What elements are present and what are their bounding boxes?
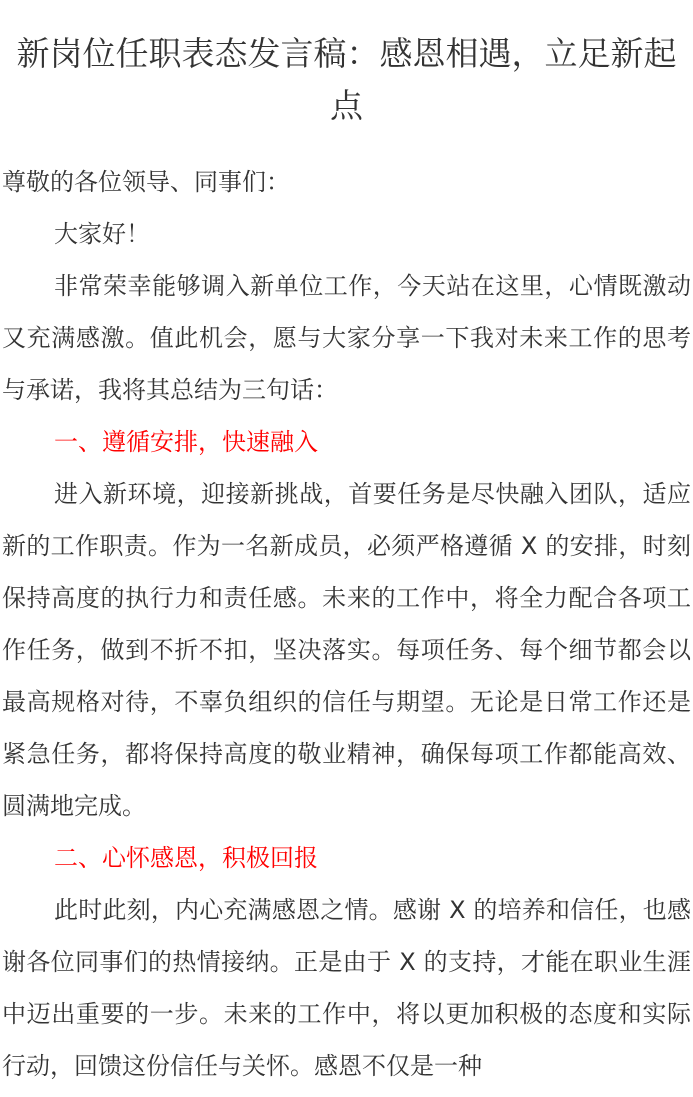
greeting: 大家好！ <box>54 220 150 248</box>
section-body-2: 此时此刻，内心充满感恩之情。感谢 X 的培养和信任，也感谢各位同事们的热情接纳。正是由于 X 的支持，才能在职业生涯中迈出重要的一步。未来的工作中，将以更加积极的态度和实际行动，回馈这份信任与关怀。感恩不仅是一种 <box>2 896 691 1080</box>
section-heading-2: 二、心怀感恩，积极回报 <box>54 844 318 872</box>
section-body-1: 进入新环境，迎接新挑战，首要任务是尽快融入团队，适应新的工作职责。作为一名新成员，必须严格遵循 X 的安排，时刻保持高度的执行力和责任感。未来的工作中，将全力配合各项工作任务，做到不折不扣，坚决落实。每项任务、每个细节都会以最高规格对待，不辜负组织的信任与期望。无论是日常工作还是紧急任务，都将保持高度的敬业精神，确保每项工作都能高效、圆满地完成。 <box>2 480 691 820</box>
document-body <box>2 156 691 1092</box>
section-heading-1: 一、遵循安排，快速融入 <box>54 428 318 456</box>
intro-paragraph: 非常荣幸能够调入新单位工作，今天站在这里，心情既激动又充满感激。值此机会，愿与大家分享一下我对未来工作的思考与承诺，我将其总结为三句话： <box>2 272 691 404</box>
salutation: 尊敬的各位领导、同事们： <box>2 168 290 196</box>
document-title: 新岗位任职表态发言稿：感恩相遇，立足新起点 <box>16 34 677 125</box>
